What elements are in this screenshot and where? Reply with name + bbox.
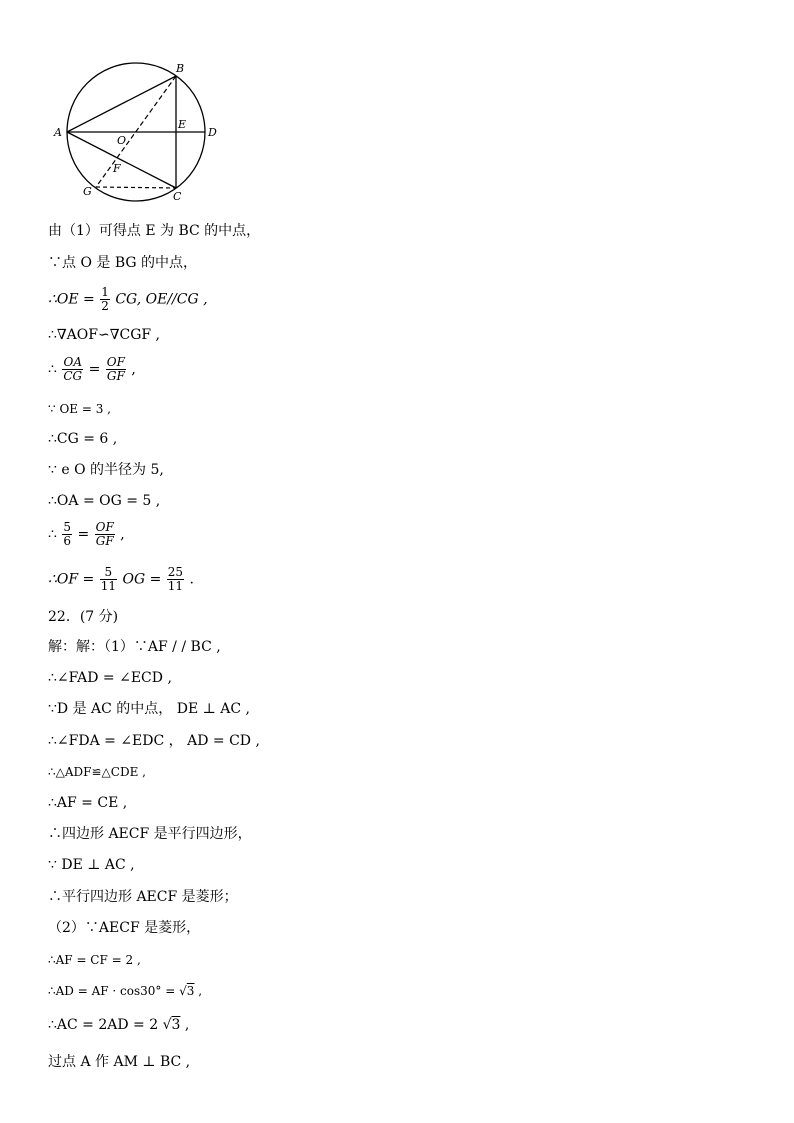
line-25-a: ∴AC = 2AD = 2 (48, 1017, 159, 1033)
line-9: ∴OA = OG = 5 , (48, 493, 161, 509)
line-23: ∴AF = CF = 2 , (48, 953, 141, 967)
sqrt-3-b: √3 (162, 1017, 181, 1033)
frac-num: 25 (167, 565, 184, 579)
segment-gc-dashed (96, 187, 176, 188)
line-3 (48, 286, 208, 313)
radicand: 3 (171, 1017, 181, 1033)
line-15: ∵D 是 AC 的中点， DE ⊥ AC , (48, 701, 250, 717)
label-g: G (83, 185, 92, 198)
line-11-a: ∴OF = (48, 571, 95, 588)
label-d: D (208, 126, 217, 139)
line-24-a: ∴AD = AF · cos30° = (48, 984, 176, 998)
line-3-b: CG, OE//CG , (115, 291, 208, 308)
frac-den: GF (106, 369, 125, 383)
label-o: O (117, 134, 127, 147)
frac-den: 11 (167, 579, 184, 593)
line-2: ∵点 O 是 BG 的中点， (48, 255, 198, 271)
line-24-b: , (198, 984, 203, 998)
frac-num: OA (63, 355, 83, 369)
radicand: 3 (186, 984, 195, 998)
frac-num: OF (95, 520, 114, 534)
frac-den: GF (95, 534, 114, 548)
fraction-oa-cg (62, 356, 83, 383)
frac-num: 5 (100, 566, 117, 580)
line-25-b: , (184, 1017, 190, 1033)
line-14: ∴∠FAD = ∠ECD , (48, 670, 172, 686)
fraction-25-11 (167, 566, 184, 593)
line-21: ∴平行四边形 AECF 是菱形； (48, 889, 238, 905)
line-17: ∴△ADF≌△CDE , (48, 765, 146, 779)
fraction-half (100, 286, 110, 313)
line-4: ∴∇AOF∽∇CGF , (48, 327, 160, 343)
line-22: （2）∵AECF 是菱形， (48, 920, 201, 936)
frac-num: OF (106, 355, 125, 369)
label-f: F (113, 162, 121, 175)
line-20: ∵ DE ⊥ AC , (48, 857, 135, 873)
line-19: ∴四边形 AECF 是平行四边形， (48, 826, 252, 842)
frac-num: 5 (63, 520, 72, 534)
fraction-5-6 (62, 521, 72, 548)
line-11: ∴OF = $\frac{5}{11}$ OG = $\frac{25}{11}$ . (48, 565, 194, 593)
question-22-heading: 22．(7 分) (48, 609, 119, 625)
geometry-figure (50, 58, 230, 203)
line-18: ∴AF = CE , (48, 795, 128, 811)
line-10: ∴ $\frac{5}{6}$ = $\frac{OF}{GF}$ , (48, 520, 125, 548)
label-b: B (176, 62, 185, 75)
frac-den: 2 (101, 299, 109, 313)
fraction-of-gf-2 (95, 521, 115, 548)
frac-den: 6 (63, 534, 72, 548)
line-16: ∴∠FDA = ∠EDC ， AD = CD , (48, 733, 260, 749)
line-25 (48, 1016, 189, 1034)
fraction-of-gf (106, 356, 126, 383)
segment-ab (67, 76, 176, 132)
line-11-b: OG = (122, 571, 162, 588)
line-5: ∴ $\frac{OA}{CG}$ = $\frac{OF}{GF}$ , (48, 355, 136, 383)
circle-diagram (50, 58, 230, 203)
label-c: C (173, 190, 182, 203)
line-13: 解：解：（1）∵AF / / BC , (48, 639, 221, 655)
fraction-5-11 (100, 566, 117, 593)
line-26: 过点 A 作 AM ⊥ BC , (48, 1054, 191, 1070)
label-e: E (178, 118, 187, 131)
sqrt-3: √3 (179, 984, 195, 998)
line-3-a: ∴OE = (48, 291, 95, 308)
line-7: ∴CG = 6 , (48, 431, 118, 447)
label-a: A (54, 126, 62, 139)
frac-den: CG (63, 369, 83, 383)
line-1: 由（1）可得点 E 为 BC 的中点， (48, 223, 261, 239)
line-24 (48, 982, 202, 1000)
frac-num: 1 (101, 285, 109, 299)
frac-den: 11 (100, 579, 117, 593)
line-8: ∵ e O 的半径为 5, (48, 462, 164, 478)
line-6: ∵ OE = 3 , (48, 402, 111, 416)
